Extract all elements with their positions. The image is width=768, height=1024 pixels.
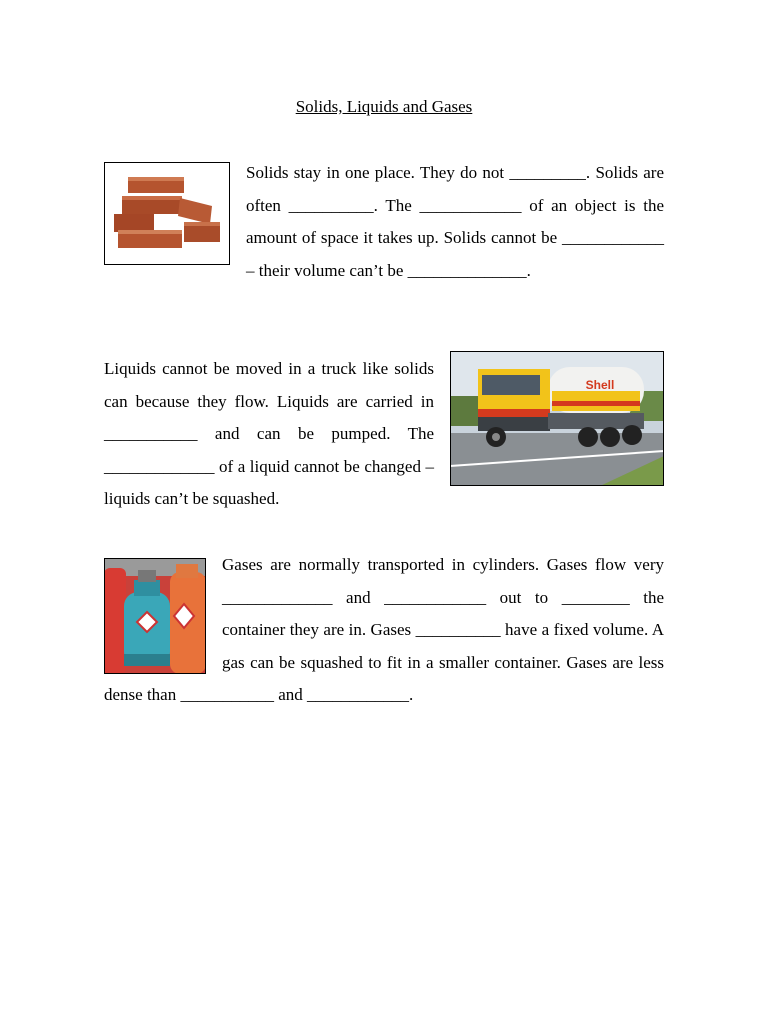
gases-blank-1: _____________	[222, 587, 333, 607]
bricks-image	[104, 162, 230, 265]
solids-blank-5: ______________	[407, 260, 527, 280]
liquids-blank-1: ___________	[104, 424, 198, 444]
gases-paragraph: Gases are normally transported in cylinders. Gases flow very _____________ and ____________ out to ________ the container they are in. Gases __________ have a fixed volume. A gas can be squashed to fit in a smaller container. Gases are less dense than ___________ and ____________.	[104, 555, 665, 705]
liquids-paragraph: Shell Liquids cannot be moved in a truck like solids can because they flow. Liquids are carried in ___________ and can be pumped. The _____________ of a liquid cannot be changed – liquids can’t be squashed.	[104, 353, 664, 516]
gases-blank-2: ____________	[384, 587, 487, 607]
tanker-truck-image	[450, 351, 664, 486]
gases-blank-6: ____________	[307, 685, 410, 705]
solids-blank-4: ____________	[562, 228, 664, 248]
gas-cylinders-image	[104, 558, 206, 674]
gases-blank-3: ________	[561, 587, 630, 607]
gases-blank-4: __________	[415, 620, 501, 640]
solids-blank-2: __________	[288, 195, 374, 215]
solids-paragraph: Solids stay in one place. They do not _________. Solids are often __________. The ____________ of an object is the amount of space it takes up. Solids cannot be ____________ – their volume can’t be ______________.	[104, 157, 664, 287]
liquids-blank-2: _____________	[104, 456, 215, 476]
gases-blank-5: ___________	[180, 685, 274, 705]
shell-logo-text: Shell	[585, 378, 615, 392]
page-title: Solids, Liquids and Gases	[295, 97, 473, 116]
solids-blank-1: _________	[509, 163, 586, 182]
solids-blank-3: ____________	[419, 195, 522, 215]
